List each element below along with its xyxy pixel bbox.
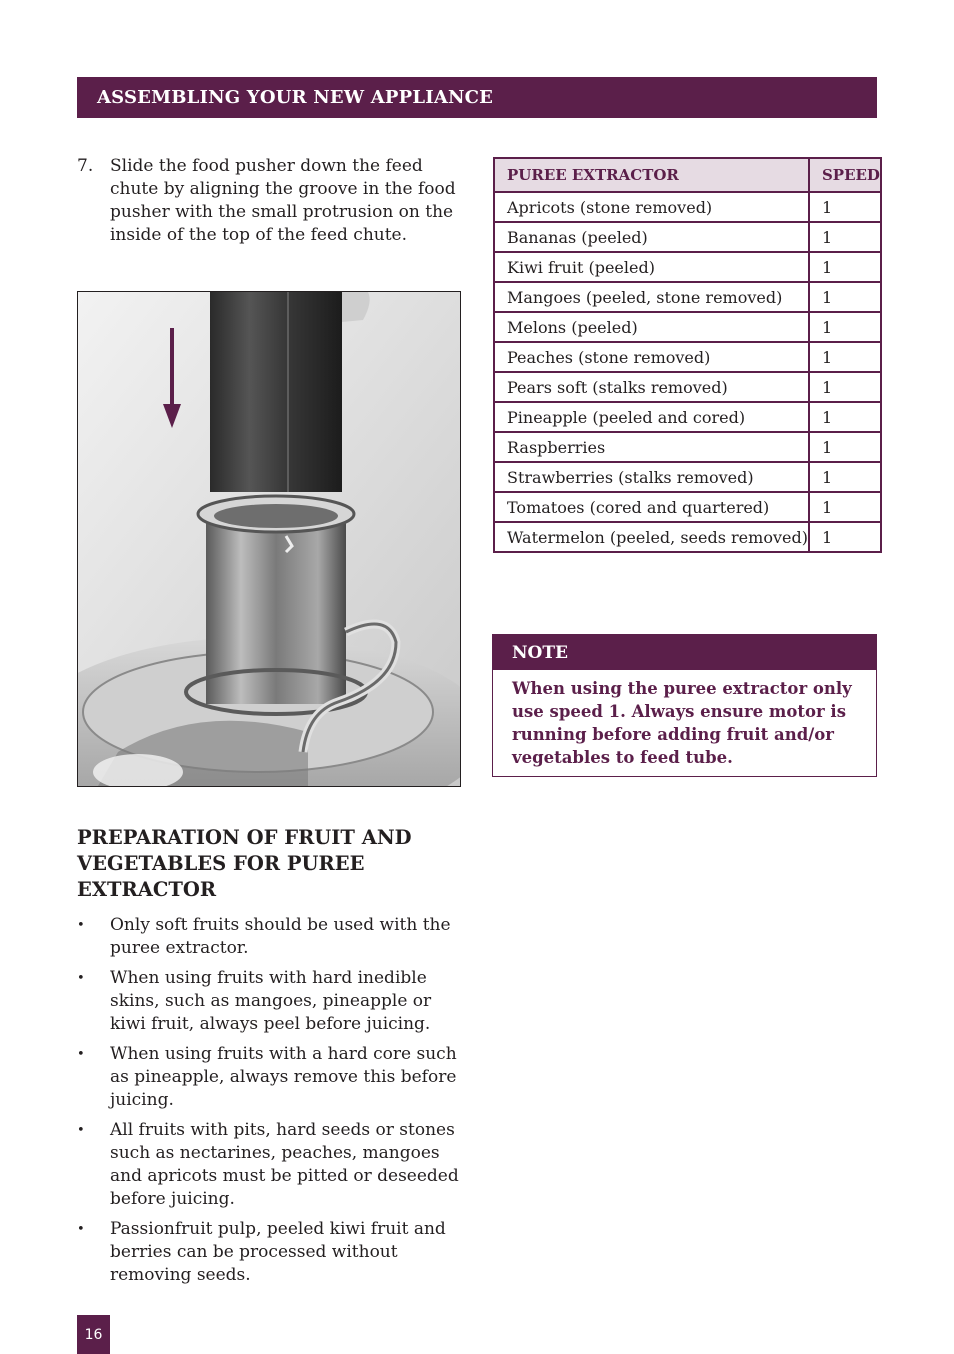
list-item [77,914,462,960]
note-title: NOTE [493,635,876,670]
bullet-text: Only soft fruits should be used with the puree extractor. [110,915,451,958]
table-row [494,402,881,432]
bullet-text: Passionfruit pulp, peeled kiwi fruit and berries can be processed without removing seeds. [110,1219,446,1285]
table-row [494,192,881,222]
bullet-dot: • [77,1222,85,1237]
table-cell-item: Raspberries [494,432,809,462]
table-cell-item: Watermelon (peeled, seeds removed) [494,522,809,552]
note-box [492,634,877,777]
bullet-dot: • [77,918,85,933]
table-header-row [494,158,881,192]
table-cell-item: Strawberries (stalks removed) [494,462,809,492]
table-cell-item: Melons (peeled) [494,312,809,342]
table-cell-item: Mangoes (peeled, stone removed) [494,282,809,312]
column-header-item: PUREE EXTRACTOR [494,158,809,192]
bullet-dot: • [77,1123,85,1138]
table-row [494,312,881,342]
table-cell-speed: 1 [809,192,881,222]
table-cell-item: Kiwi fruit (peeled) [494,252,809,282]
table-row [494,342,881,372]
section-title: ASSEMBLING YOUR NEW APPLIANCE [97,87,494,108]
list-item [77,1119,462,1211]
bullet-text: All fruits with pits, hard seeds or stones such as nectarines, peaches, mangoes and apricots must be pitted or deseeded before juicing. [110,1120,459,1209]
note-text: When using the puree extractor only use speed 1. Always ensure motor is running before adding fruit and/or vegetables to feed tube. [512,679,852,767]
list-item [77,1218,462,1287]
table-row [494,462,881,492]
food-pusher-photo [77,291,461,787]
table-cell-speed: 1 [809,222,881,252]
table-cell-speed: 1 [809,492,881,522]
list-item [77,1043,462,1112]
feed-chute [186,496,366,714]
list-item [77,967,462,1036]
table-cell-speed: 1 [809,372,881,402]
page-number: 16 [77,1315,110,1354]
table-cell-speed: 1 [809,432,881,462]
table-cell-speed: 1 [809,462,881,492]
table-cell-speed: 1 [809,252,881,282]
bullet-dot: • [77,1047,85,1062]
table-row [494,252,881,282]
table-row [494,522,881,552]
prep-heading: PREPARATION OF FRUIT AND VEGETABLES FOR PUREE EXTRACTOR [77,826,412,901]
table-row [494,372,881,402]
table-row [494,222,881,252]
table-cell-speed: 1 [809,282,881,312]
puree-speed-table [493,157,880,553]
bullet-dot: • [77,971,85,986]
table-cell-item: Peaches (stone removed) [494,342,809,372]
table-cell-item: Bananas (peeled) [494,222,809,252]
table-cell-item: Pineapple (peeled and cored) [494,402,809,432]
section-header [77,77,877,118]
column-header-speed: SPEED [809,158,881,192]
table-cell-speed: 1 [809,312,881,342]
step-text: Slide the food pusher down the feed chute by aligning the groove in the food pusher with the small protrusion on the inside of the top of the feed chute. [110,156,456,245]
table-row [494,492,881,522]
table-cell-speed: 1 [809,402,881,432]
step-7 [77,155,457,247]
table-cell-item: Apricots (stone removed) [494,192,809,222]
table-cell-speed: 1 [809,342,881,372]
table-cell-item: Tomatoes (cored and quartered) [494,492,809,522]
step-number: 7. [77,156,94,176]
table-row [494,282,881,312]
bullet-text: When using fruits with hard inedible skins, such as mangoes, pineapple or kiwi fruit, always peel before juicing. [110,968,432,1034]
table-cell-speed: 1 [809,522,881,552]
table-row [494,432,881,462]
prep-bullet-list [77,914,462,1294]
bullet-text: When using fruits with a hard core such as pineapple, always remove this before juicing. [110,1044,457,1110]
table-cell-item: Pears soft (stalks removed) [494,372,809,402]
